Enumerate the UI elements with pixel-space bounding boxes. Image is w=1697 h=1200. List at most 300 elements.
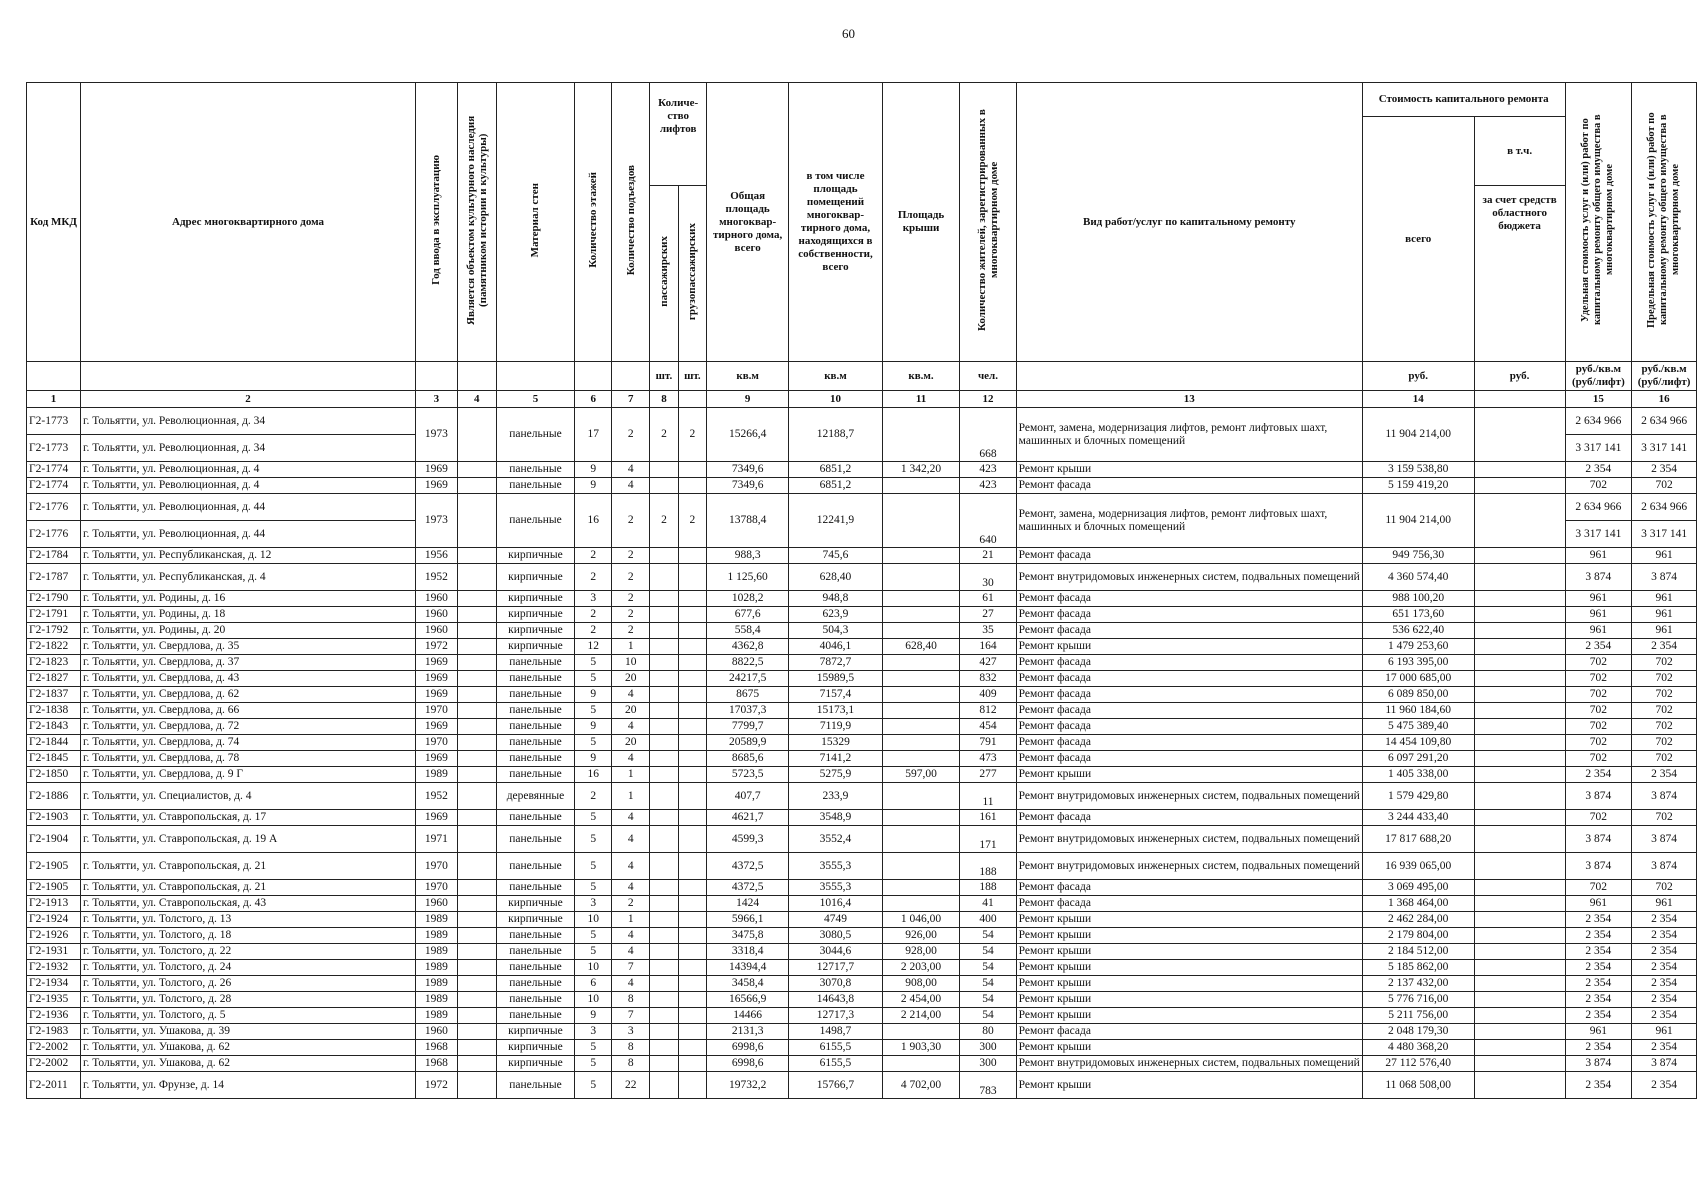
cell-floors: 12 — [575, 639, 612, 655]
cell-cost-total: 16 939 065,00 — [1362, 853, 1474, 880]
cell-floors: 5 — [575, 826, 612, 853]
unit-pcs: шт. — [650, 362, 678, 391]
unit-sqm: кв.м — [789, 362, 883, 391]
cell-cost-regional — [1474, 1040, 1565, 1056]
cell-heritage — [457, 1040, 496, 1056]
page-number: 60 — [842, 26, 855, 41]
cell-roof-area — [882, 687, 959, 703]
cell-residents: 423 — [960, 478, 1016, 494]
cell-unit-cost: 961 — [1565, 591, 1632, 607]
cell-limit-cost: 3 317 141 — [1632, 435, 1697, 462]
cell-limit-cost: 702 — [1632, 671, 1697, 687]
cell-residents: 454 — [960, 719, 1016, 735]
cell-walls: кирпичные — [496, 1040, 574, 1056]
cell-entrances: 20 — [612, 703, 650, 719]
cell-unit-cost: 3 317 141 — [1565, 435, 1632, 462]
cell-address: г. Тольятти, ул. Толстого, д. 24 — [81, 960, 416, 976]
table-row — [27, 1040, 1697, 1056]
cell-floors: 5 — [575, 928, 612, 944]
cell-owned-area: 15173,1 — [789, 703, 883, 719]
cell-address: г. Тольятти, ул. Революционная, д. 44 — [81, 494, 416, 521]
col-lifts-cargo-header: грузопассажирских — [678, 186, 706, 362]
cell-work-type: Ремонт фасада — [1016, 719, 1362, 735]
col-cost-regional-header: за счет средств областного бюджета — [1474, 186, 1565, 362]
cell-kod: Г2-1776 — [27, 521, 81, 548]
cell-work-type: Ремонт крыши — [1016, 992, 1362, 1008]
cell-owned-area: 6155,5 — [789, 1056, 883, 1072]
cell-work-type: Ремонт внутридомовых инженерных систем, подвальных помещений — [1016, 564, 1362, 591]
cell-residents: 188 — [960, 853, 1016, 880]
cell-total-area: 8822,5 — [707, 655, 789, 671]
cell-cost-total: 3 244 433,40 — [1362, 810, 1474, 826]
cell-roof-area: 2 454,00 — [882, 992, 959, 1008]
table-row — [27, 623, 1697, 639]
table-row — [27, 564, 1697, 591]
cell-cost-regional — [1474, 912, 1565, 928]
cell-residents: 400 — [960, 912, 1016, 928]
cell-cost-total: 5 211 756,00 — [1362, 1008, 1474, 1024]
cell-work-type: Ремонт крыши — [1016, 1072, 1362, 1099]
cell-cost-total: 14 454 109,80 — [1362, 735, 1474, 751]
cell-lifts-cargo — [678, 928, 706, 944]
cell-lifts-cargo — [678, 687, 706, 703]
cell-unit-cost: 961 — [1565, 548, 1632, 564]
col-limit-cost-header: Предельная стоимость услуг и (или) работ по капитальному ремонту общего имущества в многоквартирном доме — [1632, 83, 1697, 362]
cell-total-area: 4372,5 — [707, 880, 789, 896]
cell-entrances: 8 — [612, 992, 650, 1008]
cell-floors: 5 — [575, 1040, 612, 1056]
col-number: 7 — [612, 391, 650, 408]
cell-lifts-pass — [650, 880, 678, 896]
cell-roof-area — [882, 783, 959, 810]
cell-kod: Г2-1784 — [27, 548, 81, 564]
cell-lifts-pass — [650, 944, 678, 960]
cell-heritage — [457, 655, 496, 671]
cell-residents: 11 — [960, 783, 1016, 810]
cell-heritage — [457, 478, 496, 494]
cell-entrances: 1 — [612, 783, 650, 810]
cell-kod: Г2-1926 — [27, 928, 81, 944]
unit-sqm: кв.м — [707, 362, 789, 391]
cell-heritage — [457, 623, 496, 639]
cell-lifts-cargo — [678, 564, 706, 591]
cell-lifts-pass — [650, 1072, 678, 1099]
cell-unit-cost: 2 354 — [1565, 992, 1632, 1008]
cell-roof-area — [882, 1056, 959, 1072]
cell-roof-area: 908,00 — [882, 976, 959, 992]
table-row — [27, 960, 1697, 976]
cell-year: 1971 — [416, 826, 458, 853]
table-row — [27, 639, 1697, 655]
cell-owned-area: 7872,7 — [789, 655, 883, 671]
col-number: 13 — [1016, 391, 1362, 408]
cell-kod: Г2-1792 — [27, 623, 81, 639]
cell-year: 1989 — [416, 767, 458, 783]
cell-roof-area — [882, 607, 959, 623]
cell-walls: панельные — [496, 960, 574, 976]
cell-kod: Г2-1983 — [27, 1024, 81, 1040]
cell-address: г. Тольятти, ул. Родины, д. 20 — [81, 623, 416, 639]
cell-work-type: Ремонт крыши — [1016, 1040, 1362, 1056]
cell-kod: Г2-1773 — [27, 408, 81, 435]
cell-cost-regional — [1474, 462, 1565, 478]
cell-year: 1969 — [416, 687, 458, 703]
cell-total-area: 988,3 — [707, 548, 789, 564]
table-row — [27, 751, 1697, 767]
cell-lifts-cargo — [678, 880, 706, 896]
cell-lifts-cargo — [678, 462, 706, 478]
cell-entrances: 22 — [612, 1072, 650, 1099]
cell-kod: Г2-1905 — [27, 853, 81, 880]
cell-residents: 812 — [960, 703, 1016, 719]
col-number: 1 — [27, 391, 81, 408]
cell-heritage — [457, 944, 496, 960]
cell-address: г. Тольятти, ул. Специалистов, д. 4 — [81, 783, 416, 810]
cell-work-type: Ремонт фасада — [1016, 735, 1362, 751]
cell-unit-cost: 2 354 — [1565, 462, 1632, 478]
cell-lifts-pass — [650, 912, 678, 928]
cell-walls: кирпичные — [496, 896, 574, 912]
table-row — [27, 591, 1697, 607]
cell-lifts-pass — [650, 564, 678, 591]
cell-address: г. Тольятти, ул. Ставропольская, д. 43 — [81, 896, 416, 912]
cell-walls: кирпичные — [496, 623, 574, 639]
cell-kod: Г2-1837 — [27, 687, 81, 703]
cell-residents: 54 — [960, 928, 1016, 944]
table-row — [27, 826, 1697, 853]
cell-entrances: 4 — [612, 826, 650, 853]
cell-kod: Г2-1931 — [27, 944, 81, 960]
cell-kod: Г2-1850 — [27, 767, 81, 783]
cell-floors: 9 — [575, 462, 612, 478]
cell-work-type: Ремонт фасада — [1016, 687, 1362, 703]
cell-lifts-cargo — [678, 960, 706, 976]
cell-roof-area: 597,00 — [882, 767, 959, 783]
cell-heritage — [457, 1056, 496, 1072]
cell-lifts-cargo — [678, 478, 706, 494]
cell-entrances: 20 — [612, 671, 650, 687]
cell-entrances: 2 — [612, 494, 650, 548]
cell-floors: 6 — [575, 976, 612, 992]
cell-floors: 9 — [575, 751, 612, 767]
cell-lifts-cargo: 2 — [678, 494, 706, 548]
cell-total-area: 3318,4 — [707, 944, 789, 960]
cell-total-area: 13788,4 — [707, 494, 789, 548]
col-roof-area-header: Площадь крыши — [882, 83, 959, 362]
cell-limit-cost: 702 — [1632, 687, 1697, 703]
cell-total-area: 1424 — [707, 896, 789, 912]
cell-cost-total: 27 112 576,40 — [1362, 1056, 1474, 1072]
col-year-header: Год ввода в эксплуатацию — [416, 83, 458, 362]
cell-roof-area — [882, 408, 959, 462]
col-lifts-header: Количе- ство лифтов — [650, 83, 707, 186]
column-numbers-row — [27, 391, 1697, 408]
col-walls-header: Материал стен — [496, 83, 574, 362]
cell-total-area: 17037,3 — [707, 703, 789, 719]
cell-work-type: Ремонт фасада — [1016, 880, 1362, 896]
cell-owned-area: 4749 — [789, 912, 883, 928]
cell-kod: Г2-1934 — [27, 976, 81, 992]
cell-heritage — [457, 1072, 496, 1099]
cell-entrances: 2 — [612, 408, 650, 462]
cell-total-area: 5966,1 — [707, 912, 789, 928]
cell-work-type: Ремонт крыши — [1016, 1008, 1362, 1024]
cell-lifts-pass — [650, 1056, 678, 1072]
cell-walls: панельные — [496, 687, 574, 703]
capital-repair-table — [26, 82, 1697, 1099]
cell-year: 1970 — [416, 703, 458, 719]
cell-owned-area: 3548,9 — [789, 810, 883, 826]
cell-limit-cost: 2 634 966 — [1632, 494, 1697, 521]
cell-owned-area: 3044,6 — [789, 944, 883, 960]
cell-cost-regional — [1474, 944, 1565, 960]
cell-year: 1960 — [416, 1024, 458, 1040]
cell-entrances: 4 — [612, 928, 650, 944]
cell-kod: Г2-1845 — [27, 751, 81, 767]
cell-lifts-cargo — [678, 639, 706, 655]
cell-floors: 2 — [575, 564, 612, 591]
cell-kod: Г2-1936 — [27, 1008, 81, 1024]
cell-limit-cost: 3 874 — [1632, 783, 1697, 810]
cell-entrances: 4 — [612, 944, 650, 960]
cell-total-area: 24217,5 — [707, 671, 789, 687]
cell-entrances: 2 — [612, 591, 650, 607]
cell-entrances: 4 — [612, 719, 650, 735]
cell-limit-cost: 3 874 — [1632, 564, 1697, 591]
cell-cost-total: 988 100,20 — [1362, 591, 1474, 607]
cell-limit-cost: 2 354 — [1632, 1040, 1697, 1056]
cell-entrances: 4 — [612, 751, 650, 767]
cell-residents: 54 — [960, 960, 1016, 976]
cell-total-area: 3475,8 — [707, 928, 789, 944]
cell-heritage — [457, 912, 496, 928]
unit-rub-sqm: руб./кв.м (руб/лифт) — [1632, 362, 1697, 391]
cell-owned-area: 5275,9 — [789, 767, 883, 783]
cell-entrances: 7 — [612, 1008, 650, 1024]
cell-limit-cost: 702 — [1632, 478, 1697, 494]
col-number: 8 — [650, 391, 678, 408]
cell-residents: 832 — [960, 671, 1016, 687]
cell-lifts-pass — [650, 767, 678, 783]
cell-entrances: 7 — [612, 960, 650, 976]
cell-year: 1970 — [416, 880, 458, 896]
cell-roof-area — [882, 853, 959, 880]
col-cost-header: Стоимость капитального ремонта — [1362, 83, 1565, 117]
cell-work-type: Ремонт внутридомовых инженерных систем, подвальных помещений — [1016, 826, 1362, 853]
cell-lifts-cargo — [678, 548, 706, 564]
cell-walls: деревянные — [496, 783, 574, 810]
cell-entrances: 2 — [612, 623, 650, 639]
cell-cost-regional — [1474, 655, 1565, 671]
unit-people: чел. — [960, 362, 1016, 391]
cell-address: г. Тольятти, ул. Республиканская, д. 4 — [81, 564, 416, 591]
cell-cost-regional — [1474, 671, 1565, 687]
cell-floors: 17 — [575, 408, 612, 462]
cell-cost-total: 11 960 184,60 — [1362, 703, 1474, 719]
cell-cost-regional — [1474, 1024, 1565, 1040]
cell-kod: Г2-1790 — [27, 591, 81, 607]
unit-rub: руб. — [1474, 362, 1565, 391]
cell-floors: 5 — [575, 880, 612, 896]
cell-roof-area — [882, 751, 959, 767]
cell-lifts-pass — [650, 548, 678, 564]
table-row — [27, 687, 1697, 703]
cell-heritage — [457, 783, 496, 810]
cell-walls: панельные — [496, 826, 574, 853]
cell-heritage — [457, 826, 496, 853]
cell-year: 1970 — [416, 853, 458, 880]
cell-lifts-pass — [650, 992, 678, 1008]
cell-owned-area: 12717,7 — [789, 960, 883, 976]
cell-heritage — [457, 880, 496, 896]
col-number: 9 — [707, 391, 789, 408]
cell-owned-area: 6851,2 — [789, 478, 883, 494]
cell-kod: Г2-1776 — [27, 494, 81, 521]
cell-entrances: 2 — [612, 896, 650, 912]
cell-floors: 10 — [575, 912, 612, 928]
cell-cost-total: 2 137 432,00 — [1362, 976, 1474, 992]
cell-cost-regional — [1474, 1072, 1565, 1099]
cell-unit-cost: 961 — [1565, 623, 1632, 639]
cell-walls: панельные — [496, 671, 574, 687]
cell-total-area: 4372,5 — [707, 853, 789, 880]
cell-heritage — [457, 896, 496, 912]
cell-roof-area — [882, 623, 959, 639]
cell-address: г. Тольятти, ул. Ставропольская, д. 19 А — [81, 826, 416, 853]
cell-unit-cost: 702 — [1565, 655, 1632, 671]
cell-unit-cost: 2 634 966 — [1565, 494, 1632, 521]
cell-total-area: 407,7 — [707, 783, 789, 810]
cell-work-type: Ремонт фасада — [1016, 607, 1362, 623]
cell-walls: панельные — [496, 853, 574, 880]
col-number: 10 — [789, 391, 883, 408]
cell-work-type: Ремонт крыши — [1016, 912, 1362, 928]
cell-total-area: 4621,7 — [707, 810, 789, 826]
cell-address: г. Тольятти, ул. Ставропольская, д. 17 — [81, 810, 416, 826]
col-number: 12 — [960, 391, 1016, 408]
cell-walls: панельные — [496, 880, 574, 896]
cell-lifts-pass — [650, 687, 678, 703]
cell-year: 1972 — [416, 639, 458, 655]
cell-cost-total: 5 475 389,40 — [1362, 719, 1474, 735]
cell-work-type: Ремонт фасада — [1016, 671, 1362, 687]
cell-unit-cost: 3 874 — [1565, 853, 1632, 880]
cell-owned-area: 7119,9 — [789, 719, 883, 735]
cell-residents: 188 — [960, 880, 1016, 896]
cell-roof-area — [882, 719, 959, 735]
cell-year: 1989 — [416, 944, 458, 960]
cell-floors: 5 — [575, 810, 612, 826]
cell-entrances: 2 — [612, 607, 650, 623]
col-heritage-header: Является объектом культурного наследия (памятником истории и культуры) — [457, 83, 496, 362]
cell-unit-cost: 961 — [1565, 607, 1632, 623]
cell-residents: 423 — [960, 462, 1016, 478]
cell-owned-area: 948,8 — [789, 591, 883, 607]
cell-address: г. Тольятти, ул. Революционная, д. 4 — [81, 478, 416, 494]
cell-lifts-pass — [650, 462, 678, 478]
cell-entrances: 8 — [612, 1056, 650, 1072]
cell-lifts-pass — [650, 671, 678, 687]
cell-entrances: 4 — [612, 687, 650, 703]
cell-unit-cost: 2 354 — [1565, 767, 1632, 783]
cell-lifts-pass — [650, 735, 678, 751]
cell-lifts-cargo: 2 — [678, 408, 706, 462]
col-floors-header: Количество этажей — [575, 83, 612, 362]
cell-walls: панельные — [496, 976, 574, 992]
cell-unit-cost: 702 — [1565, 478, 1632, 494]
cell-year: 1989 — [416, 976, 458, 992]
table-row — [27, 462, 1697, 478]
cell-total-area: 6998,6 — [707, 1040, 789, 1056]
cell-address: г. Тольятти, ул. Свердлова, д. 37 — [81, 655, 416, 671]
cell-kod: Г2-1822 — [27, 639, 81, 655]
cell-owned-area: 3070,8 — [789, 976, 883, 992]
cell-total-area: 3458,4 — [707, 976, 789, 992]
cell-year: 1968 — [416, 1040, 458, 1056]
cell-floors: 5 — [575, 853, 612, 880]
cell-limit-cost: 2 354 — [1632, 639, 1697, 655]
table-row — [27, 478, 1697, 494]
cell-kod: Г2-1791 — [27, 607, 81, 623]
cell-cost-regional — [1474, 591, 1565, 607]
cell-cost-total: 536 622,40 — [1362, 623, 1474, 639]
cell-cost-regional — [1474, 564, 1565, 591]
cell-walls: панельные — [496, 719, 574, 735]
cell-limit-cost: 2 354 — [1632, 1008, 1697, 1024]
cell-lifts-cargo — [678, 853, 706, 880]
cell-lifts-pass — [650, 639, 678, 655]
cell-cost-regional — [1474, 1008, 1565, 1024]
cell-lifts-pass — [650, 623, 678, 639]
col-work-type-header: Вид работ/услуг по капитальному ремонту — [1016, 83, 1362, 362]
cell-lifts-cargo — [678, 767, 706, 783]
cell-kod: Г2-1886 — [27, 783, 81, 810]
cell-entrances: 4 — [612, 462, 650, 478]
cell-floors: 2 — [575, 607, 612, 623]
table-row — [27, 783, 1697, 810]
cell-heritage — [457, 751, 496, 767]
cell-entrances: 4 — [612, 880, 650, 896]
cell-total-area: 7349,6 — [707, 462, 789, 478]
col-lifts-pass-header: пассажирских — [650, 186, 678, 362]
cell-owned-area: 7141,2 — [789, 751, 883, 767]
cell-limit-cost: 2 354 — [1632, 767, 1697, 783]
cell-kod: Г2-1932 — [27, 960, 81, 976]
cell-lifts-cargo — [678, 826, 706, 853]
cell-roof-area — [882, 591, 959, 607]
cell-cost-total: 6 089 850,00 — [1362, 687, 1474, 703]
cell-floors: 5 — [575, 944, 612, 960]
cell-entrances: 10 — [612, 655, 650, 671]
cell-lifts-cargo — [678, 591, 706, 607]
cell-unit-cost: 702 — [1565, 687, 1632, 703]
cell-lifts-cargo — [678, 735, 706, 751]
cell-work-type: Ремонт внутридомовых инженерных систем, подвальных помещений — [1016, 1056, 1362, 1072]
cell-kod: Г2-2002 — [27, 1056, 81, 1072]
cell-work-type: Ремонт фасада — [1016, 655, 1362, 671]
cell-walls: кирпичные — [496, 1056, 574, 1072]
cell-owned-area: 623,9 — [789, 607, 883, 623]
cell-unit-cost: 2 354 — [1565, 960, 1632, 976]
cell-residents: 30 — [960, 564, 1016, 591]
cell-walls: панельные — [496, 767, 574, 783]
table-row — [27, 719, 1697, 735]
cell-work-type: Ремонт, замена, модернизация лифтов, ремонт лифтовых шахт, машинных и блочных помещений — [1016, 408, 1362, 462]
cell-total-area: 2131,3 — [707, 1024, 789, 1040]
cell-kod: Г2-1787 — [27, 564, 81, 591]
cell-lifts-pass — [650, 810, 678, 826]
cell-floors: 5 — [575, 655, 612, 671]
